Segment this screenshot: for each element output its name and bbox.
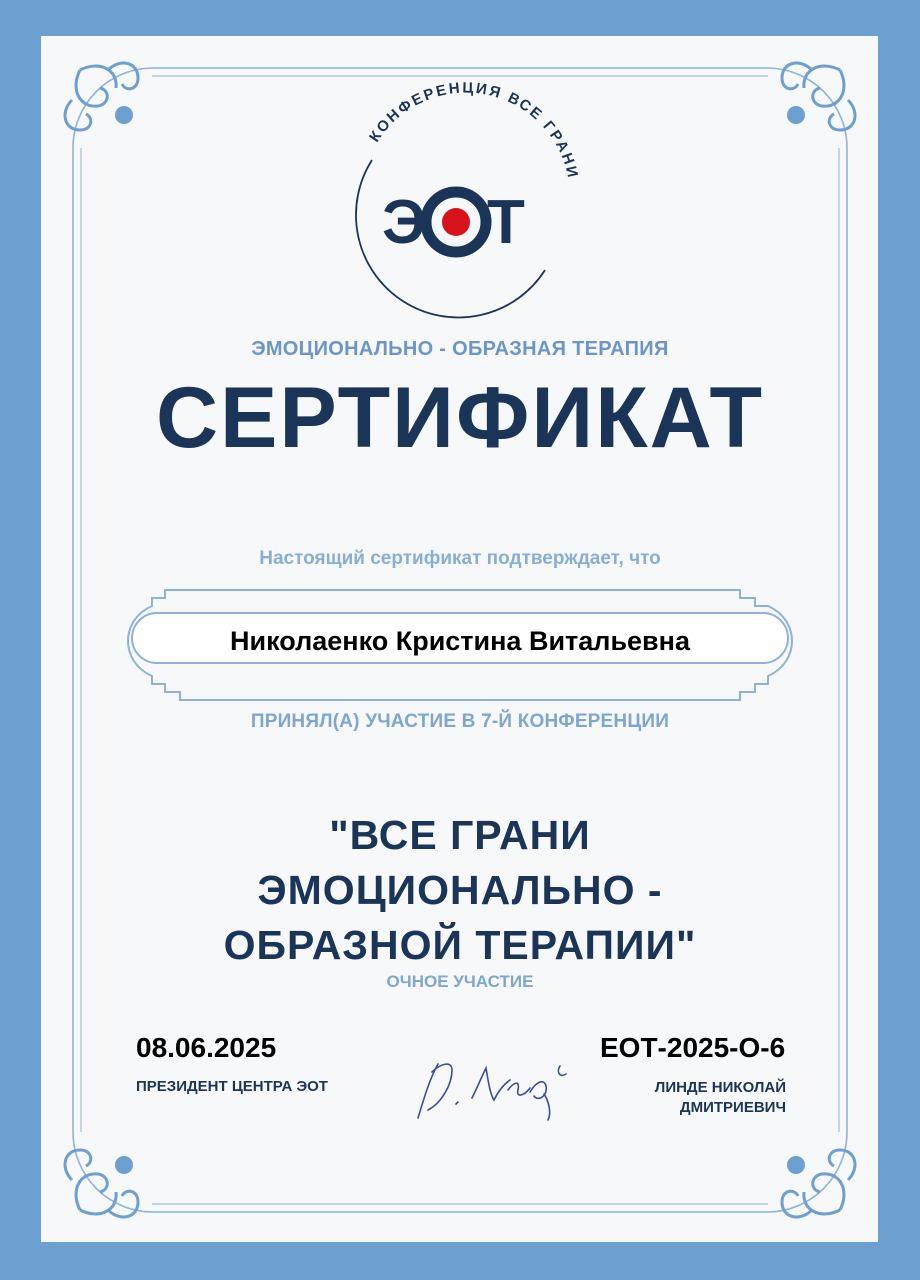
confirm-text: Настоящий сертификат подтверждает, что	[259, 548, 661, 569]
certificate-title: СЕРТИФИКАТ	[155, 370, 765, 466]
president-name-line-1: ЛИНДЕ НИКОЛАЙ	[654, 1079, 786, 1096]
logo-mark-right: Т	[487, 188, 525, 257]
signature-icon	[418, 1064, 566, 1120]
certificate-number: ЕОТ-2025-О-6	[600, 1032, 786, 1063]
conference-logo	[356, 80, 581, 318]
conference-title-line-2: ЭМОЦИОНАЛЬНО -	[257, 867, 663, 913]
certificate-subtitle: ЭМОЦИОНАЛЬНО - ОБРАЗНАЯ ТЕРАПИЯ	[251, 338, 669, 360]
conference-title-line-1: "ВСЕ ГРАНИ	[329, 812, 591, 858]
accepted-text: ПРИНЯЛ(А) УЧАСТИЕ В 7-Й КОНФЕРЕНЦИИ	[250, 711, 670, 732]
president-role: ПРЕЗИДЕНТ ЦЕНТРА ЭОТ	[136, 1078, 328, 1095]
president-name-line-2: ДМИТРИЕВИЧ	[679, 1099, 786, 1116]
recipient-name: Николаенко Кристина Витальевна	[230, 626, 690, 656]
corner-ornament-bottom-right-icon	[782, 1150, 855, 1217]
logo-ring-text: КОНФЕРЕНЦИЯ ВСЕ ГРАНИ	[366, 79, 582, 181]
participation-mode: ОЧНОЕ УЧАСТИЕ	[386, 972, 534, 991]
corner-ornament-top-left-icon	[65, 63, 138, 130]
corner-ornament-bottom-left-icon	[65, 1150, 138, 1217]
conference-title-line-3: ОБРАЗНОЙ ТЕРАПИИ"	[223, 922, 697, 968]
conference-title	[0, 808, 920, 973]
logo-mark-left: Э	[382, 188, 427, 257]
corner-ornament-top-right-icon	[782, 63, 855, 130]
president-name	[600, 1078, 786, 1118]
certificate-date: 08.06.2025	[136, 1032, 277, 1063]
